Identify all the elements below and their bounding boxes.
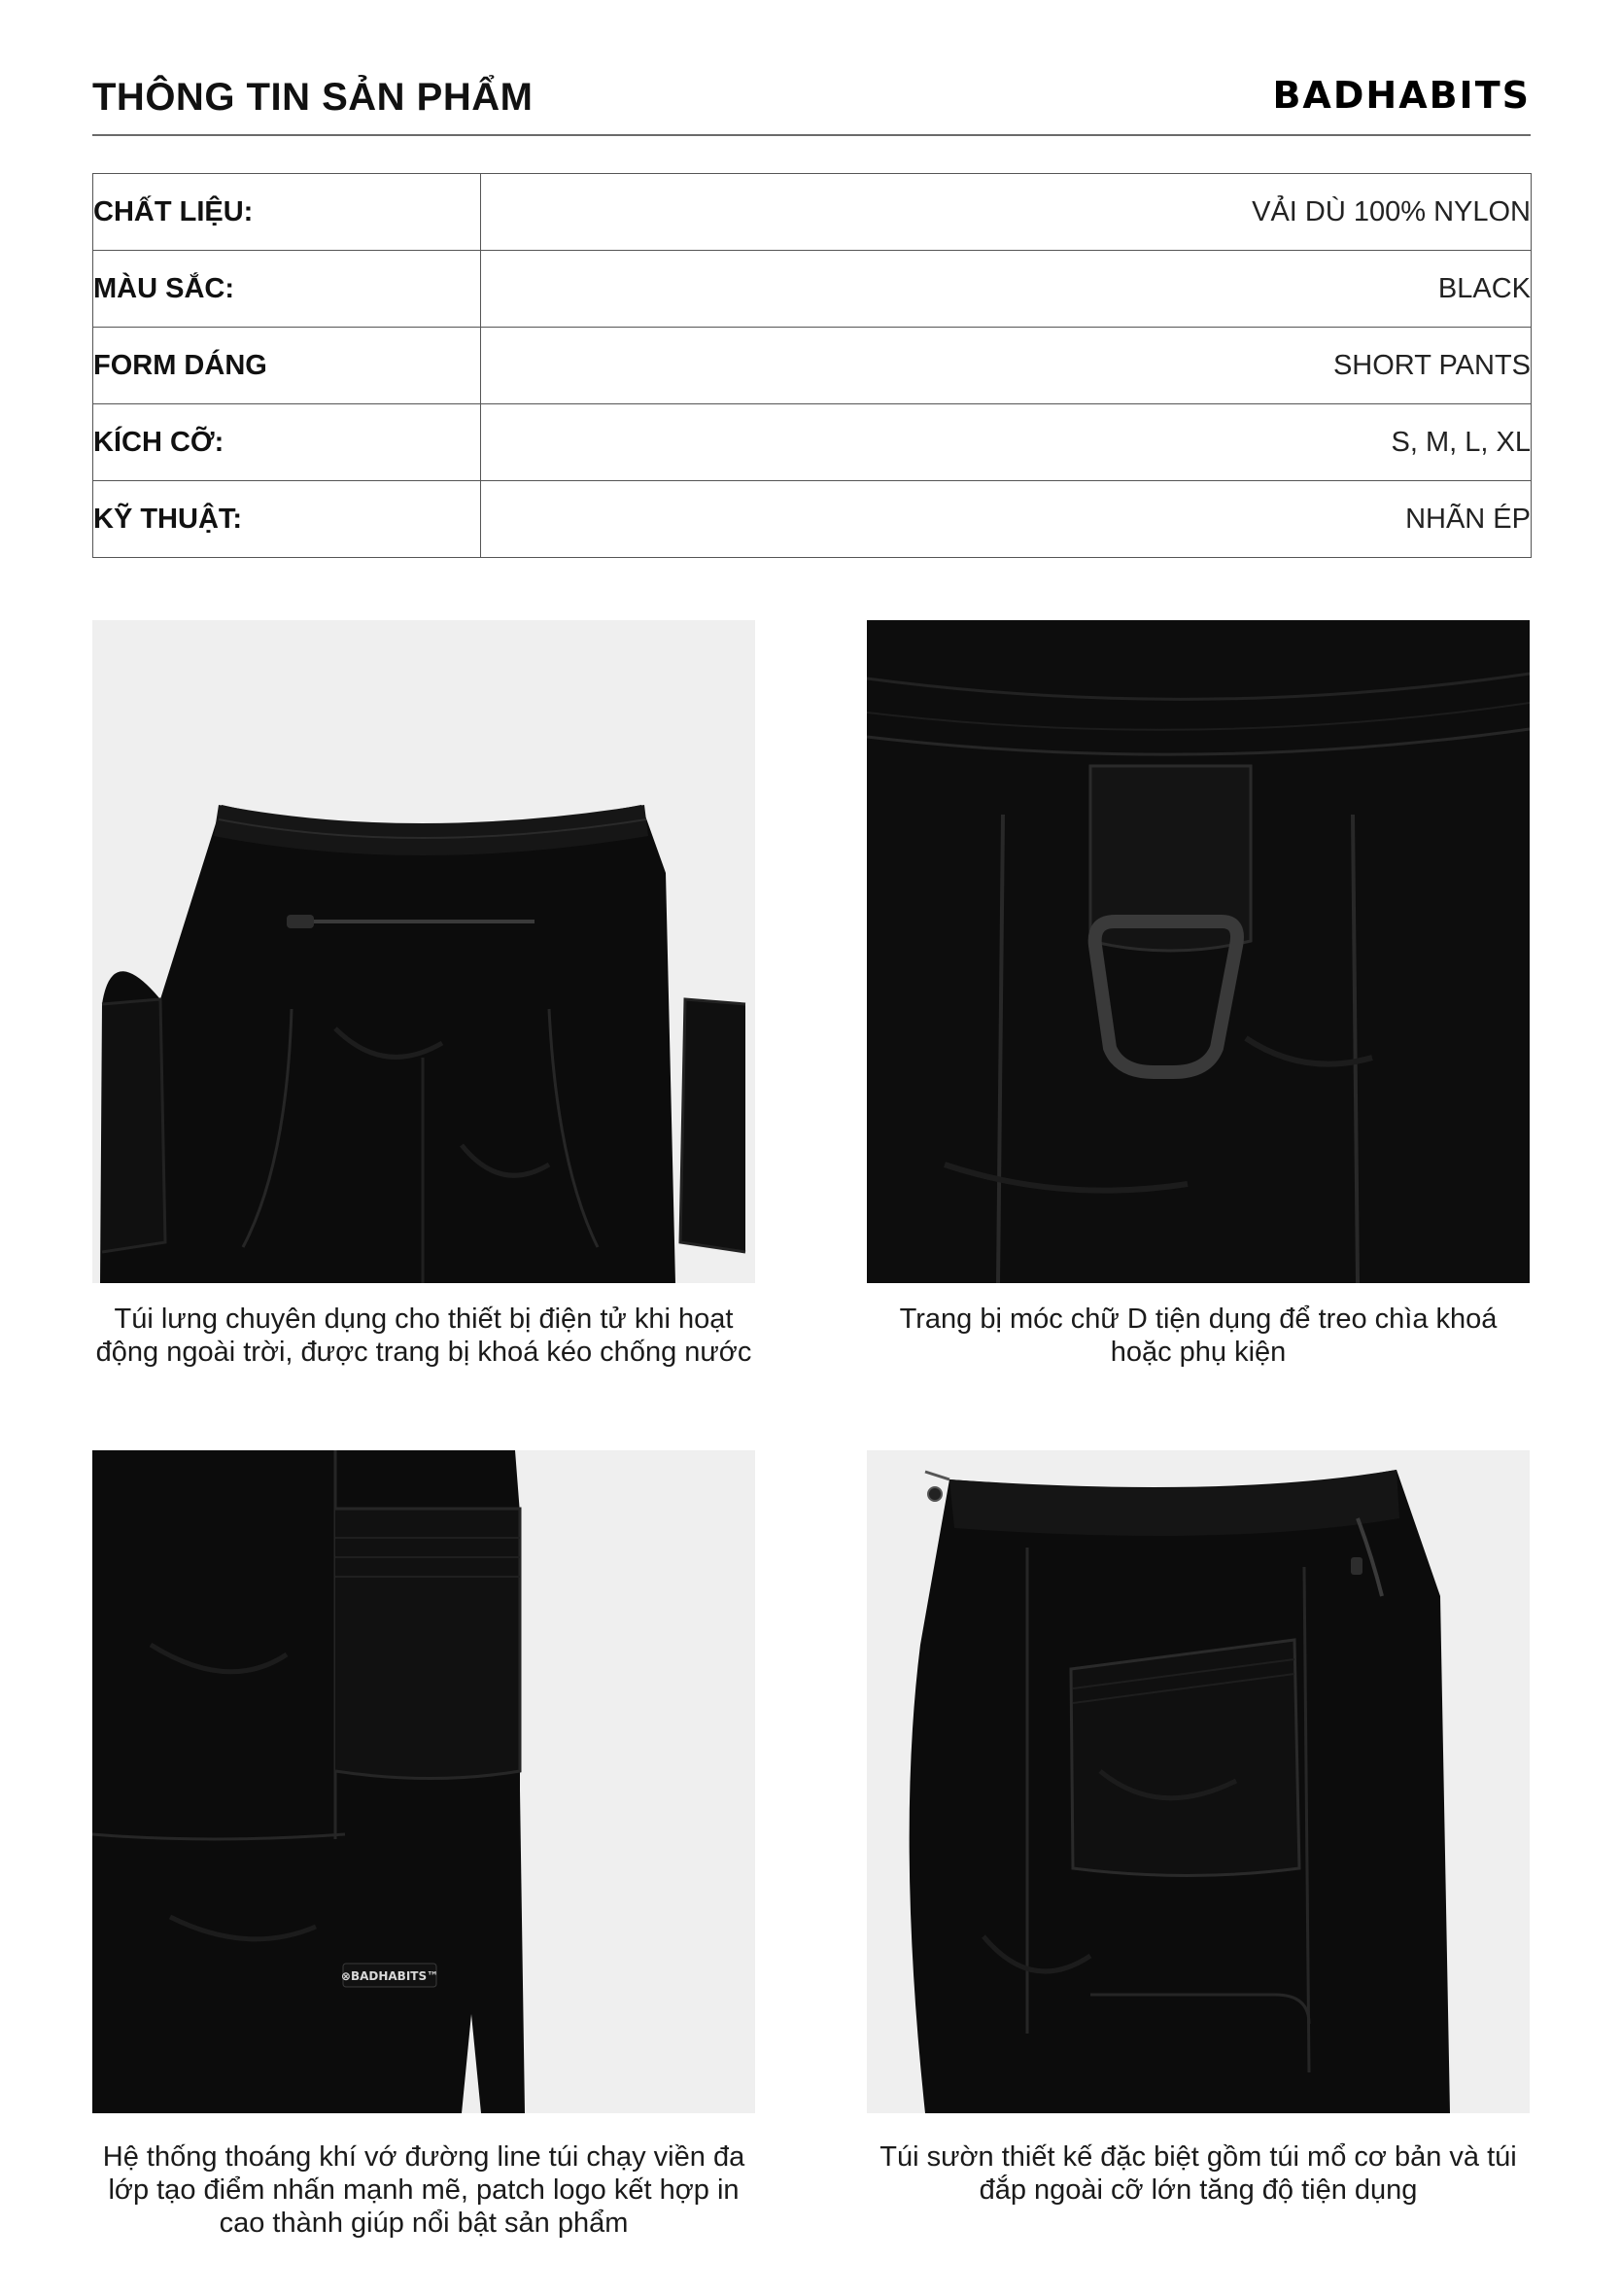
- spec-label: FORM DÁNG: [93, 328, 481, 404]
- spec-value: VẢI DÙ 100% NYLON: [481, 174, 1532, 251]
- caption-line: động ngoài trời, được trang bị khoá kéo chống nước: [95, 1337, 752, 1368]
- brand-logo: BADHABITS: [1272, 74, 1531, 117]
- spec-value: BLACK: [481, 251, 1532, 328]
- spec-row-fit: [93, 328, 1532, 404]
- spec-label: MÀU SẮC:: [93, 251, 481, 328]
- side-pocket-photo: [867, 1450, 1530, 2113]
- spec-row-material: [93, 174, 1532, 251]
- spec-value: NHÃN ÉP: [481, 481, 1532, 558]
- spec-label: KÍCH CỠ:: [93, 404, 481, 481]
- page-title: THÔNG TIN SẢN PHẨM: [92, 76, 534, 119]
- caption-line: lớp tạo điểm nhấn mạnh mẽ, patch logo kết hợp in: [108, 2174, 740, 2206]
- logo-patch-text: ⊗BADHABITS™: [340, 1969, 439, 1983]
- caption-side-vent: [84, 2140, 764, 2240]
- caption-line: Túi lưng chuyên dụng cho thiết bị điện tử khi hoạt: [114, 1304, 734, 1335]
- side-vent-logo-photo: [92, 1450, 755, 2113]
- caption-side-pocket: [858, 2140, 1538, 2207]
- caption-line: hoặc phụ kiện: [1110, 1337, 1287, 1368]
- spec-label: CHẤT LIỆU:: [93, 174, 481, 251]
- spec-value: S, M, L, XL: [481, 404, 1532, 481]
- d-ring-photo: [867, 620, 1530, 1283]
- caption-line: Túi sườn thiết kế đặc biệt gồm túi mổ cơ bản và túi: [879, 2141, 1517, 2173]
- spec-table: [92, 173, 1532, 558]
- caption-back-pocket: [84, 1303, 764, 1369]
- caption-line: cao thành giúp nổi bật sản phẩm: [219, 2208, 629, 2239]
- spec-row-color: [93, 251, 1532, 328]
- caption-line: đắp ngoài cỡ lớn tăng độ tiện dụng: [979, 2174, 1418, 2206]
- caption-d-ring: [858, 1303, 1538, 1369]
- caption-line: Hệ thống thoáng khí vớ đường line túi chạy viền đa: [102, 2141, 745, 2173]
- page-header: [92, 68, 1531, 136]
- spec-value: SHORT PANTS: [481, 328, 1532, 404]
- spec-row-technique: [93, 481, 1532, 558]
- back-zip-pocket-photo: [92, 620, 755, 1283]
- caption-line: Trang bị móc chữ D tiện dụng để treo chìa khoá: [899, 1304, 1498, 1335]
- spec-row-size: [93, 404, 1532, 481]
- spec-label: KỸ THUẬT:: [93, 481, 481, 558]
